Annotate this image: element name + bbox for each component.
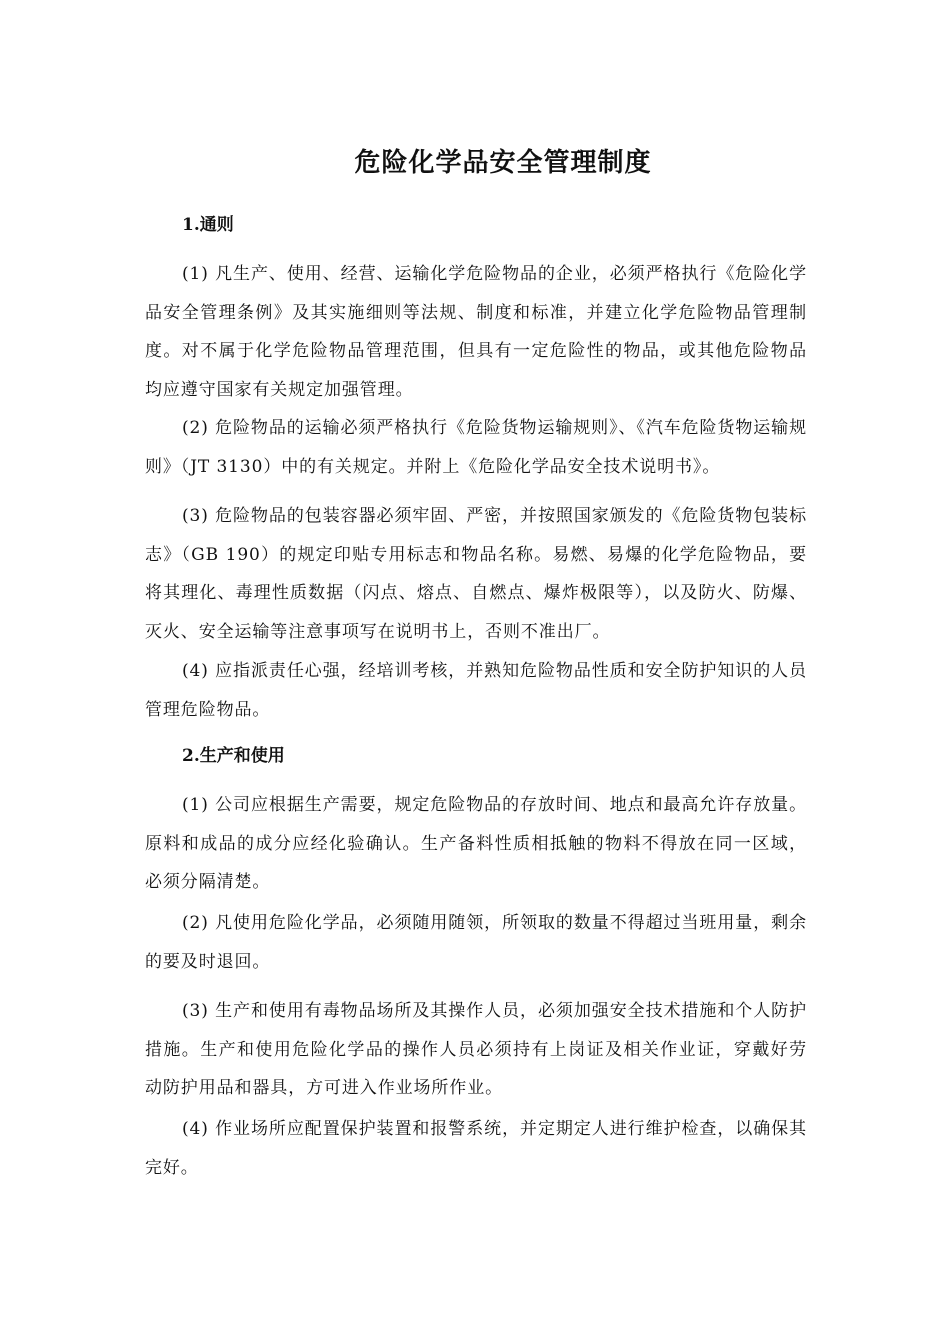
section-heading-general: 1.通则 [182, 215, 234, 235]
paragraph: (2) 危险物品的运输必须严格执行《危险货物运输规则》、《汽车危险货物运输规则》（JT 3130）中的有关规定。并附上《危险化学品安全技术说明书》。 [145, 418, 807, 477]
paragraph: (3) 危险物品的包装容器必须牢固、严密，并按照国家颁发的《危险货物包装标志》（GB 190）的规定印贴专用标志和物品名称。易燃、易爆的化学危险物品，要将其理化、毒理性质数据（闪点、熔点、自燃点、爆炸极限等），以及防火、防爆、灭火、安全运输等注意事项写在说明书上，否则不准出厂。 [145, 506, 807, 642]
paragraph: (1) 凡生产、使用、经营、运输化学危险物品的企业，必须严格执行《危险化学品安全管理条例》及其实施细则等法规、制度和标准，并建立化学危险物品管理制度。对不属于化学危险物品管理范围，但具有一定危险性的物品，或其他危险物品均应遵守国家有关规定加强管理。 [145, 264, 807, 400]
paragraph: (1) 公司应根据生产需要，规定危险物品的存放时间、地点和最高允许存放量。原料和成品的成分应经化验确认。生产备料性质相抵触的物料不得放在同一区域，必须分隔清楚。 [145, 795, 807, 892]
document-title: 危险化学品安全管理制度 [354, 148, 652, 178]
paragraph: (2) 凡使用危险化学品，必须随用随领，所领取的数量不得超过当班用量，剩余的要及时退回。 [145, 913, 807, 972]
paragraph: (4) 作业场所应配置保护装置和报警系统，并定期定人进行维护检查，以确保其完好。 [145, 1119, 807, 1178]
paragraph: (4) 应指派责任心强，经培训考核，并熟知危险物品性质和安全防护知识的人员管理危险物品。 [145, 661, 807, 720]
section-heading-production-use: 2.生产和使用 [182, 746, 285, 766]
paragraph: (3) 生产和使用有毒物品场所及其操作人员，必须加强安全技术措施和个人防护措施。生产和使用危险化学品的操作人员必须持有上岗证及相关作业证，穿戴好劳动防护用品和器具，方可进入作业场所作业。 [145, 1001, 807, 1098]
